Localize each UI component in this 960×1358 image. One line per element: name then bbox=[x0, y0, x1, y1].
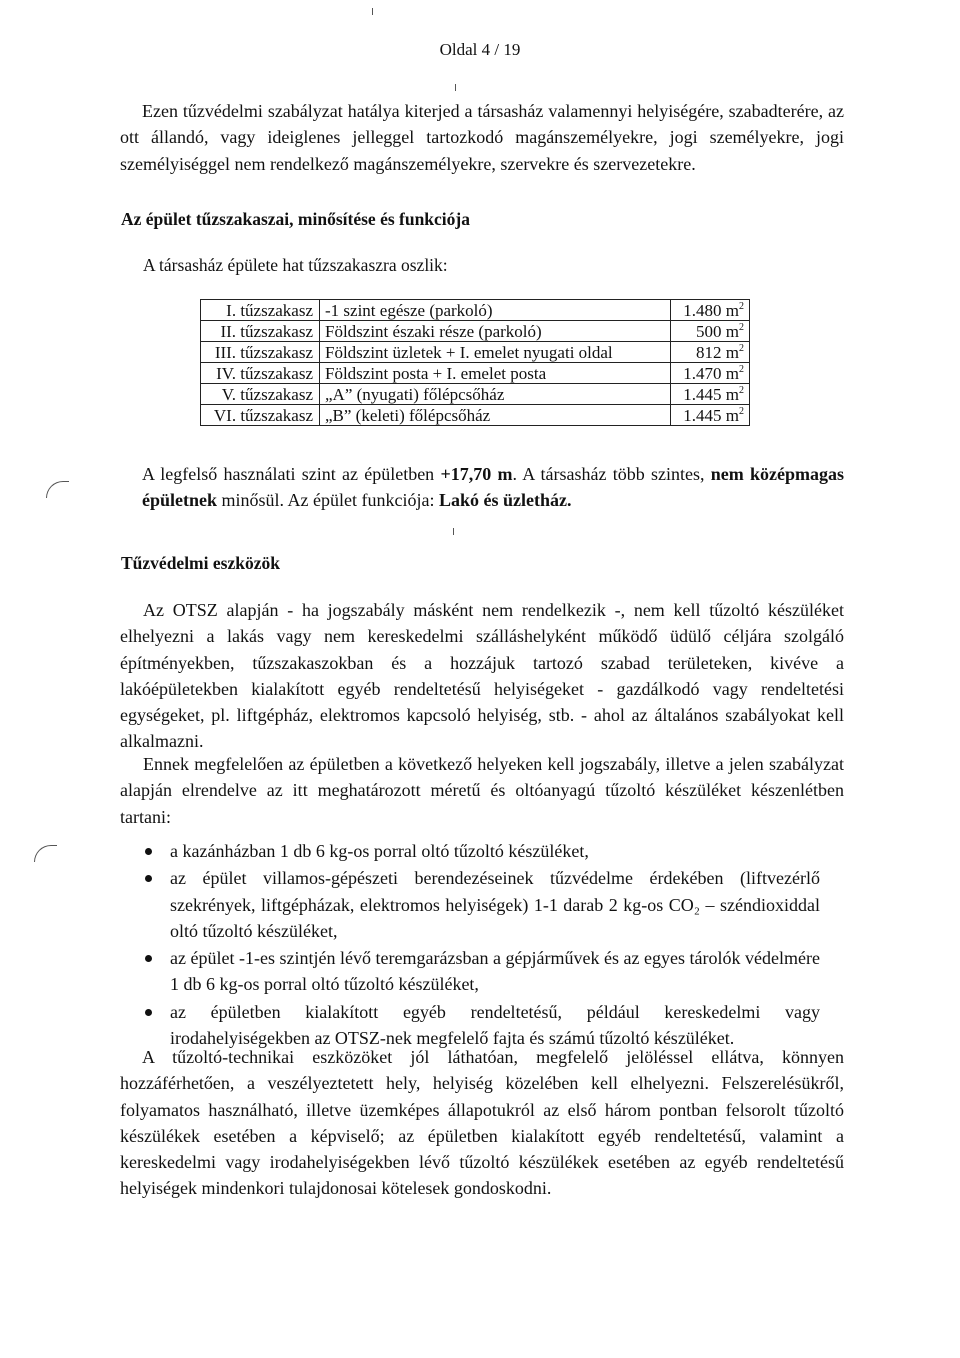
building-classification: nem középmagas épületnek bbox=[142, 464, 844, 511]
compartments-lead-text: A társasház épülete hat tűzszakaszra oszlik: bbox=[143, 255, 448, 275]
bullet-icon bbox=[145, 955, 152, 962]
table-row bbox=[201, 342, 750, 363]
building-summary: A legfelső használati szint az épületben +17,70 m. A társasház több szintes, nem középmagas épületnek minősül. Az épület funkciója: Lakó és üzletház. bbox=[142, 464, 844, 511]
list-item: az épületben kialakított egyéb rendeltetésű, például kereskedelmi vagy irodahelyiségekben az OTSZ-nek megfelelő fajta és számú tűzoltó készüléket. bbox=[120, 999, 820, 1052]
table-row bbox=[201, 405, 750, 426]
compartment-name: I. tűzszakasz bbox=[201, 300, 320, 321]
section-heading-fire-equipment: Tűzvédelmi eszközök bbox=[121, 553, 280, 573]
otsz-paragraph: Az OTSZ alapján - ha jogszabály másként nem rendelkezik -, nem kell tűzoltó készüléket elhelyezni a lakás vagy nem kereskedelmi szálláshelyként működő üdülő céljára szolgáló építményekben, tűzszakaszokban és a hozzájuk tartozó szabad területeken, kivéve a lakóépületekben kialakított egyéb rendeltetésű helyiségeket - gazdálkodó vagy rendeltetési egységeket, pl. liftgépház, elektromos kapcsoló helyiség, stb. - ahol az általános szabályokat kell alkalmazni. bbox=[120, 600, 844, 752]
intro-paragraph: Ezen tűzvédelmi szabályzat hatálya kiterjed a társasház valamennyi helyiségére, szabadterére, az ott állandó, vagy ideiglenes jelleggel tartozkodó magánszemélyekre, jogi személyekre, jogi személyiséggel nem rendelkező magánszemélyekre, szervekre és szervezetekre. bbox=[120, 101, 844, 174]
hole-punch-mark bbox=[46, 481, 69, 498]
list-item: az épület -1-es szintjén lévő teremgarázsban a gépjárművek és az egyes tárolók védelmére 1 db 6 kg-os porral oltó tűzoltó készüléket, bbox=[120, 945, 820, 998]
list-item: az épület villamos-gépészeti berendezéseinek tűzvédelme érdekében (liftvezérlő szekrények, liftgépházak, elektromos helyiségek) 1-1 darab 2 kg-os CO₂ – széndioxiddal oltó tűzoltó készüléket, bbox=[120, 865, 820, 944]
compartment-description: -1 szint egésze (parkoló) bbox=[320, 300, 671, 321]
compartment-name: II. tűzszakasz bbox=[201, 321, 320, 342]
compartment-description: „A” (nyugati) főlépcsőház bbox=[320, 384, 671, 405]
table-row bbox=[201, 384, 750, 405]
table-row bbox=[201, 300, 750, 321]
scan-artifact bbox=[455, 84, 456, 91]
compartment-name: VI. tűzszakasz bbox=[201, 405, 320, 426]
building-function: Lakó és üzletház. bbox=[438, 490, 572, 511]
table-row bbox=[201, 363, 750, 384]
compartment-area: 1.480 $m^2$ bbox=[671, 300, 750, 321]
scan-artifact bbox=[372, 8, 373, 15]
list-item: a kazánházban 1 db 6 kg-os porral oltó tűzoltó készüléket, bbox=[120, 838, 820, 864]
max-usage-height: +17,70 m bbox=[440, 464, 513, 484]
extinguisher-list bbox=[120, 838, 820, 1052]
compartment-area: 1.445 $m^2$ bbox=[671, 405, 750, 426]
fire-compartment-table bbox=[200, 299, 750, 426]
compartment-description: Földszint üzletek + I. emelet nyugati oldal bbox=[320, 342, 671, 363]
compartment-area: 1.470 $m^2$ bbox=[671, 363, 750, 384]
compartment-name: V. tűzszakasz bbox=[201, 384, 320, 405]
section-heading-fire-compartments: Az épület tűzszakaszai, minősítése és funkciója bbox=[121, 209, 471, 229]
compartment-description: Földszint északi része (parkoló) bbox=[320, 321, 671, 342]
hole-punch-mark bbox=[34, 845, 57, 862]
responsibility-paragraph: A tűzoltó-technikai eszközöket jól láthatóan, megfelelő jelöléssel ellátva, könnyen hozzáférhetően, a veszélyeztetett hely, helyiség közelében kell elhelyezni. Felszerelésükről, folyamatos használható, illetve üzemképes állapotukról az első három pontban felsorolt tűzoltó készülékek esetében a képviselő; az épületben kialakított egyéb rendeltetésű, valamint a kereskedelmi vagy irodahelyiségekben lévő tűzoltó készülékek esetében az egyéb rendeltetésű helyiségek mindenkori tulajdonosai kötelesek gondoskodni. bbox=[120, 1047, 844, 1199]
compartment-description: Földszint posta + I. emelet posta bbox=[320, 363, 671, 384]
requirements-paragraph: Ennek megfelelően az épületben a következő helyeken kell jogszabály, illetve a jelen szabályzat alapján elrendelve az itt meghatározott méretű és oltóanyagú tűzoltó készüléket készenlétben tartani: bbox=[120, 754, 844, 827]
compartment-name: IV. tűzszakasz bbox=[201, 363, 320, 384]
table-row bbox=[201, 321, 750, 342]
bullet-icon bbox=[145, 875, 152, 882]
compartment-description: „B” (keleti) főlépcsőház bbox=[320, 405, 671, 426]
scan-artifact bbox=[453, 528, 454, 535]
bullet-icon bbox=[145, 1009, 152, 1016]
compartment-area: 500 $m^2$ bbox=[671, 321, 750, 342]
compartment-area: 812 $m^2$ bbox=[671, 342, 750, 363]
compartment-name: III. tűzszakasz bbox=[201, 342, 320, 363]
bullet-icon bbox=[145, 848, 152, 855]
page-number: Oldal 4 / 19 bbox=[439, 40, 521, 59]
compartment-area: 1.445 $m^2$ bbox=[671, 384, 750, 405]
